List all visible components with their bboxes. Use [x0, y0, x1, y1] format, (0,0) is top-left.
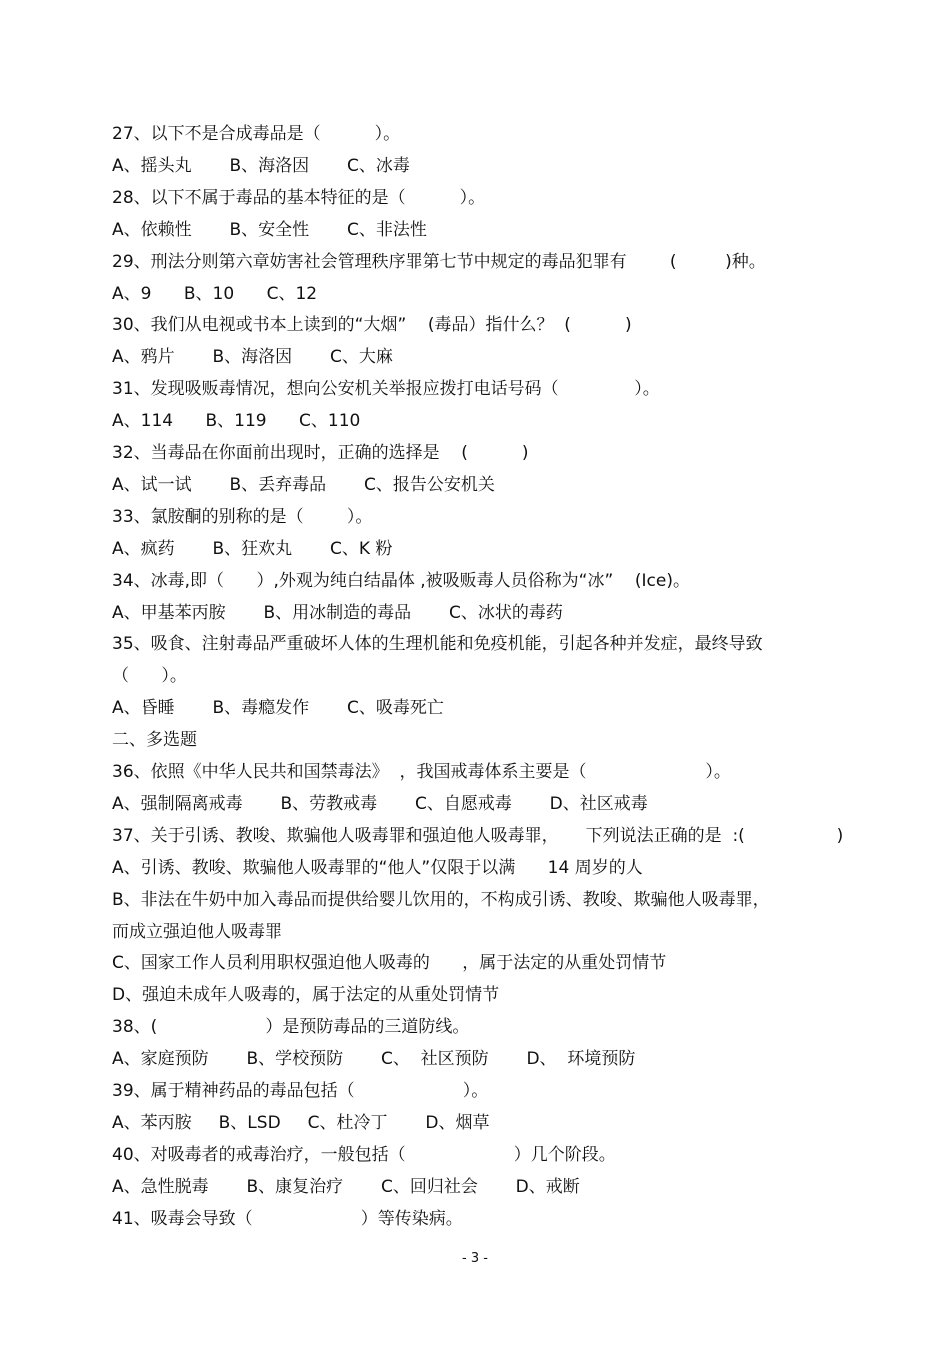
- text-line: A、疯药 B、狂欢丸 C、K 粉: [112, 538, 393, 559]
- text-line: 27、以下不是合成毒品是（ ）。: [112, 124, 401, 144]
- text-line: A、摇头丸 B、海洛因 C、冰毒: [112, 155, 410, 176]
- text-line: 41、吸毒会导致（ ）等传染病。: [112, 1208, 463, 1229]
- text-line: A、昏睡 B、毒瘾发作 C、吸毒死亡: [112, 698, 444, 719]
- text-line: 34、冰毒,即（ ）,外观为纯白结晶体 ,被吸贩毒人员俗称为“冰” (Ice)。: [112, 570, 690, 591]
- text-line: A、急性脱毒 B、康复治疗 C、回归社会 D、戒断: [112, 1176, 580, 1197]
- text-line: 31、发现吸贩毒情况，想向公安机关举报应拨打电话号码（ ）。: [112, 379, 660, 400]
- text-line: 38、( ）是预防毒品的三道防线。: [112, 1017, 470, 1038]
- text-line: 39、属于精神药品的毒品包括（ ）。: [112, 1081, 489, 1101]
- text-line: A、甲基苯丙胺 B、用冰制造的毒品 C、冰状的毒药: [112, 602, 563, 623]
- text-line: A、鸦片 B、海洛因 C、大麻: [112, 347, 393, 368]
- page-number: - 3 -: [462, 1251, 488, 1266]
- text-line: 28、以下不属于毒品的基本特征的是（ ）。: [112, 187, 486, 208]
- text-line: A、苯丙胺 B、LSD C、杜冷丁 D、烟草: [112, 1112, 490, 1133]
- text-line: 36、依照《中华人民共和国禁毒法》 ，我国戒毒体系主要是（ ）。: [112, 762, 731, 782]
- text-line: （ ）。: [112, 666, 187, 687]
- text-line: D、强迫未成年人吸毒的，属于法定的从重处罚情节: [112, 985, 500, 1006]
- text-line: B、非法在牛奶中加入毒品而提供给婴儿饮用的，不构成引诱、教唆、欺骗他人吸毒罪，: [112, 889, 770, 910]
- text-line: 30、我们从电视或书本上读到的“大烟” (毒品）指什么？ ( ): [112, 315, 632, 336]
- text-line: A、强制隔离戒毒 B、劳教戒毒 C、自愿戒毒 D、社区戒毒: [112, 793, 648, 814]
- text-line: 37、关于引诱、教唆、欺骗他人吸毒罪和强迫他人吸毒罪， 下列说法正确的是 :( ): [112, 825, 844, 846]
- text-line: 而成立强迫他人吸毒罪: [112, 921, 282, 942]
- text-line: A、114 B、119 C、110: [112, 411, 361, 432]
- text-line: 32、当毒品在你面前出现时，正确的选择是 ( ): [112, 443, 529, 463]
- text-line: 29、刑法分则第六章妨害社会管理秩序罪第七节中规定的毒品犯罪有 ( )种。: [112, 251, 766, 272]
- text-line: A、依赖性 B、安全性 C、非法性: [112, 219, 427, 240]
- text-line: 35、吸食、注射毒品严重破坏人体的生理机能和免疫机能，引起各种并发症，最终导致: [112, 634, 763, 655]
- text-line: 40、对吸毒者的戒毒治疗，一般包括（ ）几个阶段。: [112, 1144, 616, 1165]
- text-line: A、引诱、教唆、欺骗他人吸毒罪的“他人”仅限于以满 14 周岁的人: [112, 857, 643, 878]
- text-line: 33、氯胺酮的别称的是（ ）。: [112, 506, 373, 527]
- text-line: 二、多选题: [112, 730, 197, 751]
- text-line: A、试一试 B、丢弃毒品 C、报告公安机关: [112, 474, 495, 495]
- text-line: A、家庭预防 B、学校预防 C、 社区预防 D、 环境预防: [112, 1049, 636, 1070]
- text-line: C、国家工作人员利用职权强迫他人吸毒的 ，属于法定的从重处罚情节: [112, 953, 667, 974]
- text-line: A、9 B、10 C、12: [112, 283, 318, 304]
